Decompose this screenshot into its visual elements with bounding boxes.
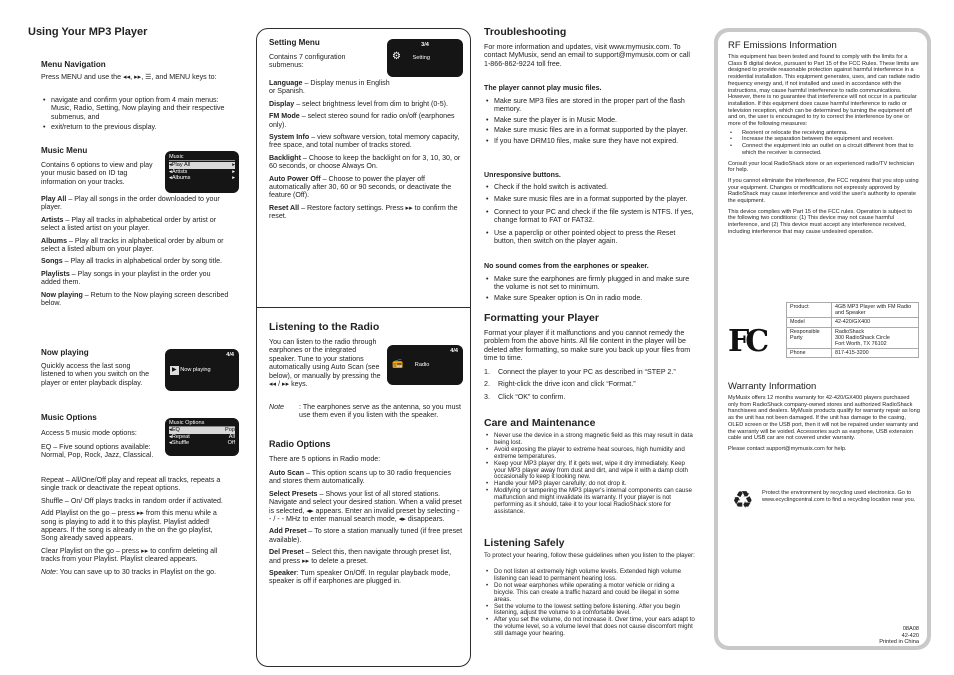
page-title: Using Your MP3 Player [28,26,148,38]
screen-row: ◂Shuffle Off [169,439,235,446]
menu-navigation-list [41,96,231,132]
unresponsive-heading: Unresponsive buttons. [484,171,561,179]
list-item: Songs – Play all tracks in alphabetical order by song title. [41,257,222,266]
play-icon: ◂ [169,162,172,169]
column-settings-radio [256,28,471,667]
list-item: System Info – view software version, total memory capacity, free space, and total number of tracks stored. [269,133,460,150]
list-item: • exit/return to the previous display. [41,123,231,131]
care-heading: Care and Maintenance [484,417,596,429]
menu-navigation-text: Press MENU and use the ◂◂, ▸▸, ☰, and MENU keys to: [41,73,217,81]
setting-menu-intro: Contains 7 configuration submenus: [269,53,346,70]
list-item: • Never use the device in a strong magnetic field as this may result in data being lost. [484,433,696,447]
list-item: Artists – Play all tracks in alphabetical order by artist or select a listed artist on your player. [41,215,217,233]
listening-safely-heading: Listening Safely [484,537,565,549]
radio-options-intro: There are 5 options in Radio mode: [269,455,381,463]
screen-counter: 3/4 [421,42,429,48]
list-item: • Reorient or relocate the receiving antenna. [728,130,921,137]
gear-icon: ⚙ [392,51,401,63]
music-menu-screen [165,151,239,193]
setting-items [269,79,463,221]
music-options-heading: Music Options [41,413,97,422]
formatting-steps [484,368,696,401]
screen-counter: 4/4 [226,352,234,358]
no-sound-heading: No sound comes from the earphones or speaker. [484,262,649,270]
list-item: • Handle your MP3 player carefully; do not drop it. [484,481,696,488]
list-item: • Connect to your PC and check if the file system is NTFS. If yes, change format to FAT or FAT32. [484,208,696,225]
screen-item: ◂Albums ▸ [169,174,235,181]
list-item: • Make sure the player is in Music Mode. [484,116,696,124]
now-playing-text: Quickly access the last song listened to when you switch on the player or enter playback display. [41,362,150,387]
list-item: Albums – Play all tracks in alphabetical order by album or select a listed album on your player. [41,236,224,254]
list-item: • navigate and confirm your option from 4 main menus: Music, Radio, Setting, Now playing and their respective submenus, and [41,96,231,121]
list-item: Del Preset – Select this, then navigate through preset list, and press ▸▸ to delete a preset. [269,548,452,565]
column-troubleshooting [484,24,704,664]
list-item: Auto Power Off – Choose to power the player off automatically after 30, 60 or 90 seconds, or deactivate the feature (Off). [269,174,452,200]
list-item: Reset All – Restore factory settings. Press ▸▸ to confirm the reset. [269,203,458,221]
list-item: EQ – Five sound options available: Normal, Pop, Rock, Jazz, Classical. [41,443,154,460]
list-item: • If you have DRM10 files, make sure they have not expired. [484,137,696,145]
radio-heading: Listening to the Radio [269,321,380,333]
formatting-text: Format your player if it malfunctions and you cannot remedy the problem from the above hints. All file content in the player will be deleted after formatting, so make sure you back up your files from time to time. [484,329,691,363]
screen-row: ◂EQ Pop [169,427,235,434]
warranty-heading: Warranty Information [728,381,817,392]
music-options-items-2 [41,476,231,576]
step: 1. Connect the player to your PC as described in “STEP 2.” [484,368,676,376]
recycle-box: ♻ Protect the environment by recycling used electronics. Go to www.ecyclingcentral.com to find a recycling location near you. [732,487,916,514]
list-item: Auto Scan – This option scans up to 30 radio frequencies and stores them automatically. [269,469,452,486]
list-item: • After you set the volume, do not increase it. Over time, your ears adapt to the volume level, so a volume level that does not cause discomfort might still damage your hearing. [484,617,696,638]
screen-label: Setting [412,55,430,62]
now-playing-screen [165,349,239,391]
music-options-screen [165,418,239,456]
table-row: Model 42-420/GX400 [787,318,919,327]
list-item: • Make sure MP3 files are stored in the proper part of the flash memory. [484,97,696,114]
list-item: • Use a paperclip or other pointed object to press the Reset button, then switch on the player again. [484,229,696,246]
unresponsive-list [484,183,696,245]
radio-icon: 📻 [392,358,404,369]
screen-title: Music [169,154,235,161]
list-item: • Make sure music files are in a format supported by the player. [484,195,696,203]
list-item: Language – Display menus in English or Spanish. [269,79,390,96]
list-item: Now playing – Return to the Now playing screen described below. [41,290,229,308]
troubleshooting-heading: Troubleshooting [484,26,567,38]
music-options-items [41,443,163,460]
table-row: Phone 817-415-3200 [787,349,919,358]
fcc-logo: FC [728,324,766,359]
cannot-play-heading: The player cannot play music files. [484,84,602,92]
setting-screen [387,39,463,77]
radio-options-items [269,469,463,586]
list-item: Play All – Play all songs in the order downloaded to your player. [41,195,220,212]
play-icon: ▶ [172,367,177,374]
radio-screen [387,345,463,385]
list-item: Clear Playlist on the go – press ▸▸ to confirm deleting all tracks from your Playlist. Playlist cleared appears. [41,546,218,564]
list-item: • Make sure the earphones are firmly plugged in and make sure the volume is not set to minimum. [484,275,696,292]
listening-safely-intro: To protect your hearing, follow these guidelines when you listen to the player: [484,552,695,559]
screen-row: ◂Repeat All [169,433,235,440]
list-item: • Check if the hold switch is activated. [484,183,696,191]
list-item: • Increase the separation between the equipment and receiver. [728,136,921,143]
play-icon: ◂ [169,174,172,181]
music-menu-intro: Contains 6 options to view and play your music based on ID tag information on your tracks. [41,161,153,186]
now-playing-heading: Now playing [41,348,89,357]
column-using-player [28,24,234,664]
list-item: • Make sure Speaker option is On in radio mode. [484,294,696,302]
screen-counter: 4/4 [450,348,458,354]
menu-navigation-heading: Menu Navigation [41,60,106,69]
list-item: Add Playlist on the go – press ▸▸ from this menu while a song is playing to add it to this playlist. Playlist added! appears. If the song is already in the on the go playlist, Song already saved appears. [41,509,217,543]
list-item: • Make sure music files are in a format supported by the player. [484,126,696,134]
list-item: Repeat – All/One/Off play and repeat all tracks, repeats a single track or deactivate the repeat options. [41,476,221,493]
radio-note: Note : The earphones serve as the antenna, so you must use them even if you listen with the speaker. [269,403,461,420]
list-item: Playlists – Play songs in your playlist in the order you added them. [41,269,211,287]
warranty-text: MyMusix offers 12 months warranty for 42-420/GX400 players purchased only from RadioShack company-owned stores and authorized RadioShack franchisees and dealers. MyMusix products qualify for warranty repair as long as the unit has not been damaged. If the unit has damage to the casing, OLED screen or the USB port, then it will not be repaired under warranty and the warranty will be voided. Accessories such as earphone, USB extension cable and USB car are not covered under warranty. Please contact support@mymusix.com for help. [728,395,920,452]
step: 2. Right-click the drive icon and click “Format.” [484,380,636,389]
screen-item: ◂Artists ▸ [169,168,235,175]
play-icon: ◂ [169,168,172,175]
divider [257,307,470,308]
list-item: Add Preset – To store a station manually tuned (if free preset available). [269,527,463,544]
list-item: • Avoid exposing the player to extreme heat sources, high humidity and extreme temperatures. [484,447,696,461]
table-row: Product 4GB MP3 Player with FM Radio and Speaker [787,303,919,318]
list-item: Display – select brightness level from dim to bright (0-5). [269,99,448,108]
list-item: • Keep your MP3 player dry. If it gets wet, wipe it dry immediately. Keep your MP3 player away from dust and dirt, and wipe it with a damp cloth occasionally to keep it looking new. [484,461,696,482]
step: 3. Click “OK” to confirm. [484,392,566,401]
music-menu-heading: Music Menu [41,146,88,155]
list-item: Backlight – Choose to keep the backlight on for 3, 10, 30, or 60 seconds, or choose Always On. [269,153,461,171]
list-item: • Modifying or tampering the MP3 player's internal components can cause malfunction and might invalidate its warranty. If your player is not performing as it should, take it to your local RadioShack store for assistance. [484,488,696,516]
screen-item: ◂Play All ▸ [169,162,235,169]
table-row: Responsible Party RadioShack 300 RadioShack Circle Fort Worth, TX 76102 [787,327,919,349]
setting-menu-heading: Setting Menu [269,38,320,47]
radio-text: You can listen to the radio through earphones or the integrated speaker. Tune to your stations automatically using Auto Scan (see below), or manually by pressing the ◂◂ / ▸▸ keys. [269,338,381,389]
list-item: Select Presets – Shows your list of all stored stations. Navigate and select your desired station. When a valid preset is selected, ◂▸ appears. Enter an invalid preset by selecting - - / - - MHz to enter manual search mode, ◂▸ disappears. [269,489,462,524]
regulatory-panel [718,32,927,646]
list-item: Speaker: Turn speaker On/Off. In regular playback mode, speaker is off if earphones are plugged in. [269,569,451,586]
recycle-icon: ♻ [732,487,754,514]
screen-label: Radio [414,362,430,369]
screen-label: Now playing [180,367,211,374]
no-sound-list [484,275,696,302]
formatting-heading: Formatting your Player [484,312,599,324]
list-item: • Do not listen at extremely high volume levels. Extended high volume listening can lead to permanent hearing loss. [484,569,696,583]
list-item: • Do not wear earphones while operating a motor vehicle or riding a bicycle. This can create a traffic hazard and could be illegal in some areas. [484,583,696,604]
list-item: Shuffle – On/ Off plays tracks in random order if activated. [41,496,223,505]
care-list [484,433,696,516]
column-regulatory [714,28,931,650]
footer-codes: 08A08 42-420 Printed in China [879,626,919,646]
listening-safely-list [484,569,696,638]
radio-options-heading: Radio Options [269,439,331,449]
list-item: • Set the volume to the lowest setting before listening. After you begin listening, adjust the volume to a comfortable level. [484,604,696,618]
rf-text: This equipment has been tested and found to comply with the limits for a Class B digital device, pursuant to Part 15 of the FCC Rules. These limits are designed to provide reasonable protection against harmful interference in a residential installation. This equipment generates, uses, and can radiate radio frequency energy and, if not installed and used in accordance with the instructions, may cause harmful interference to radio communications. However, there is no guarantee that interference will not occur in a particular installation. If this equipment does cause harmful interference to radio or television reception, which can be determined by turning the equipment off and on, the user is encouraged to try to correct the interference by one or more of the following measures: • Reorient or relocate the receiving antenna. • Increase the separation between the equipment and receiver. • Connect the equipment into an outlet on a circuit different from that to which the receiver is connected. Consult your local RadioShack store or an experienced radio/TV technician for help. If you cannot eliminate the interference, the FCC requires that you stop using your equipment. Changes or modifications not expressly approved by RadioShack may cause interference and void the user's authority to operate the equipment. This device complies with Part 15 of the FCC rules. Operation is subject to the following two conditions: (1) This device may not cause harmful interference, and (2) This device must accept any interference received, including interference that may cause undesired operation. [728,54,921,236]
info-table [786,302,919,358]
music-menu-items [41,195,231,307]
rf-heading: RF Emissions Information [728,40,837,51]
list-item: FM Mode – select stereo sound for radio on/off (earphones only). [269,112,455,129]
screen-title: Music Options [169,420,235,427]
troubleshooting-intro: For more information and updates, visit www.mymusix.com. To contact MyMusix, send an email to support@mymusix.com or call 1-866-862-9224 toll free. [484,43,690,68]
music-options-intro: Access 5 music mode options: [41,429,137,437]
cannot-play-list [484,97,696,145]
list-item: • Connect the equipment into an outlet on a circuit different from that to which the receiver is connected. [728,143,921,156]
note: Note: You can save up to 30 tracks in Playlist on the go. [41,567,217,576]
